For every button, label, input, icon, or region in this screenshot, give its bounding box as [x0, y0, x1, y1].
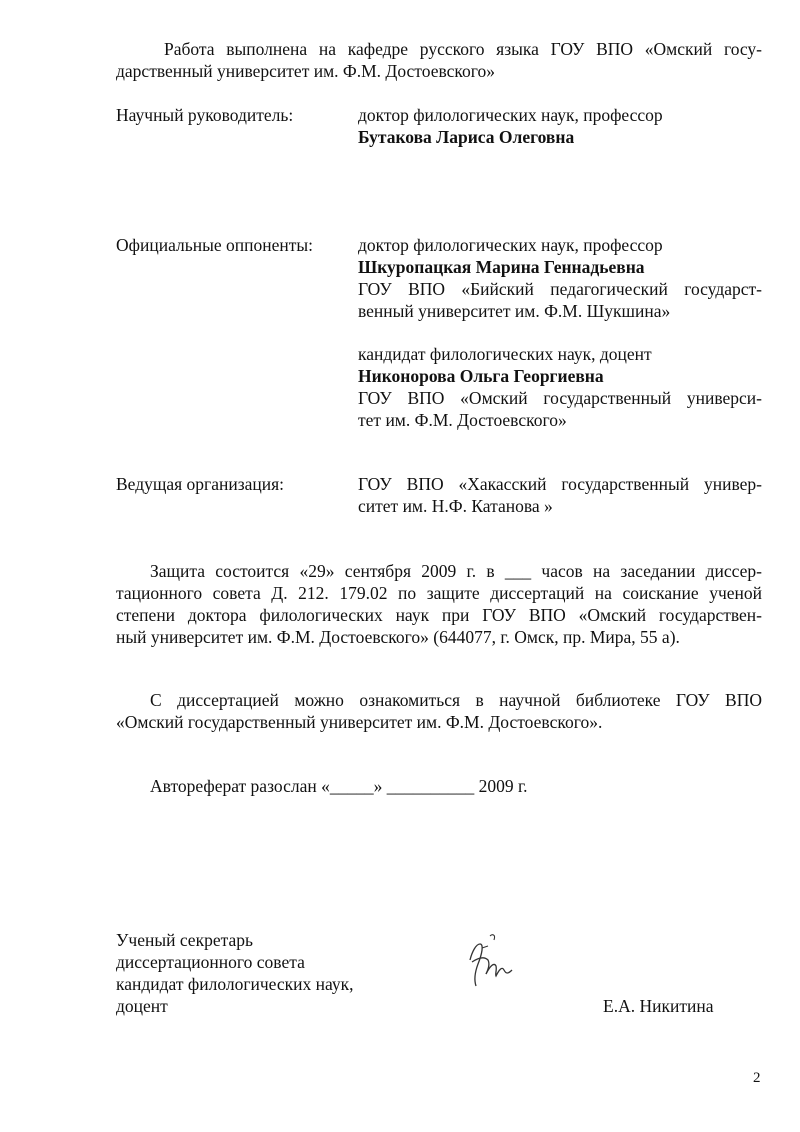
secretary-line-3: кандидат филологических наук,	[116, 974, 354, 994]
supervisor-label: Научный руководитель:	[116, 105, 294, 125]
secretary-line-1: Ученый секретарь	[116, 930, 253, 950]
opponent-1-org-line-2: венный университет им. Ф.М. Шукшина»	[358, 301, 671, 321]
library-line-2: «Омский государственный университет им. Ф.М. Достоевского».	[116, 712, 603, 732]
opponent-1-degree: доктор филологических наук, профессор	[358, 235, 663, 255]
opponent-1-name: Шкуропацкая Марина Геннадьевна	[358, 257, 645, 277]
opponent-2-name: Никонорова Ольга Георгиевна	[358, 366, 604, 386]
opponent-2-org-line-1: ГОУ ВПО «Омский государственный универси-	[358, 388, 762, 408]
defense-line-4: ный университет им. Ф.М. Достоевского» (644077, г. Омск, пр. Мира, 55 а).	[116, 627, 680, 647]
leading-org-line-1: ГОУ ВПО «Хакасский государственный универ-	[358, 474, 762, 494]
defense-line-1: Защита состоится «29» сентября 2009 г. в ___ часов на заседании диссер-	[150, 561, 762, 581]
secretary-line-2: диссертационного совета	[116, 952, 305, 972]
secretary-line-4: доцент	[116, 996, 168, 1016]
page-number: 2	[753, 1070, 761, 1086]
supervisor-degree: доктор филологических наук, профессор	[358, 105, 663, 125]
defense-line-2: тационного совета Д. 212. 179.02 по защите диссертаций на соискание ученой	[116, 583, 762, 603]
secretary-name: Е.А. Никитина	[603, 996, 714, 1016]
sent-date-line: Автореферат разослан «_____» __________ 2009 г.	[150, 776, 528, 796]
library-line-1: С диссертацией можно ознакомиться в научной библиотеке ГОУ ВПО	[150, 690, 762, 710]
leading-org-line-2: ситет им. Н.Ф. Катанова »	[358, 496, 553, 516]
supervisor-name: Бутакова Лариса Олеговна	[358, 127, 575, 147]
intro-line-1: Работа выполнена на кафедре русского языка ГОУ ВПО «Омский госу-	[164, 39, 762, 59]
handwritten-signature	[462, 930, 522, 992]
defense-line-3: степени доктора филологических наук при ГОУ ВПО «Омский государствен-	[116, 605, 762, 625]
opponent-1-org-line-1: ГОУ ВПО «Бийский педагогический государст-	[358, 279, 762, 299]
leading-org-label: Ведущая организация:	[116, 474, 285, 494]
opponent-2-org-line-2: тет им. Ф.М. Достоевского»	[358, 410, 567, 430]
intro-line-2: дарственный университет им. Ф.М. Достоевского»	[116, 61, 495, 81]
opponents-label: Официальные оппоненты:	[116, 235, 313, 255]
opponent-2-degree: кандидат филологических наук, доцент	[358, 344, 652, 364]
